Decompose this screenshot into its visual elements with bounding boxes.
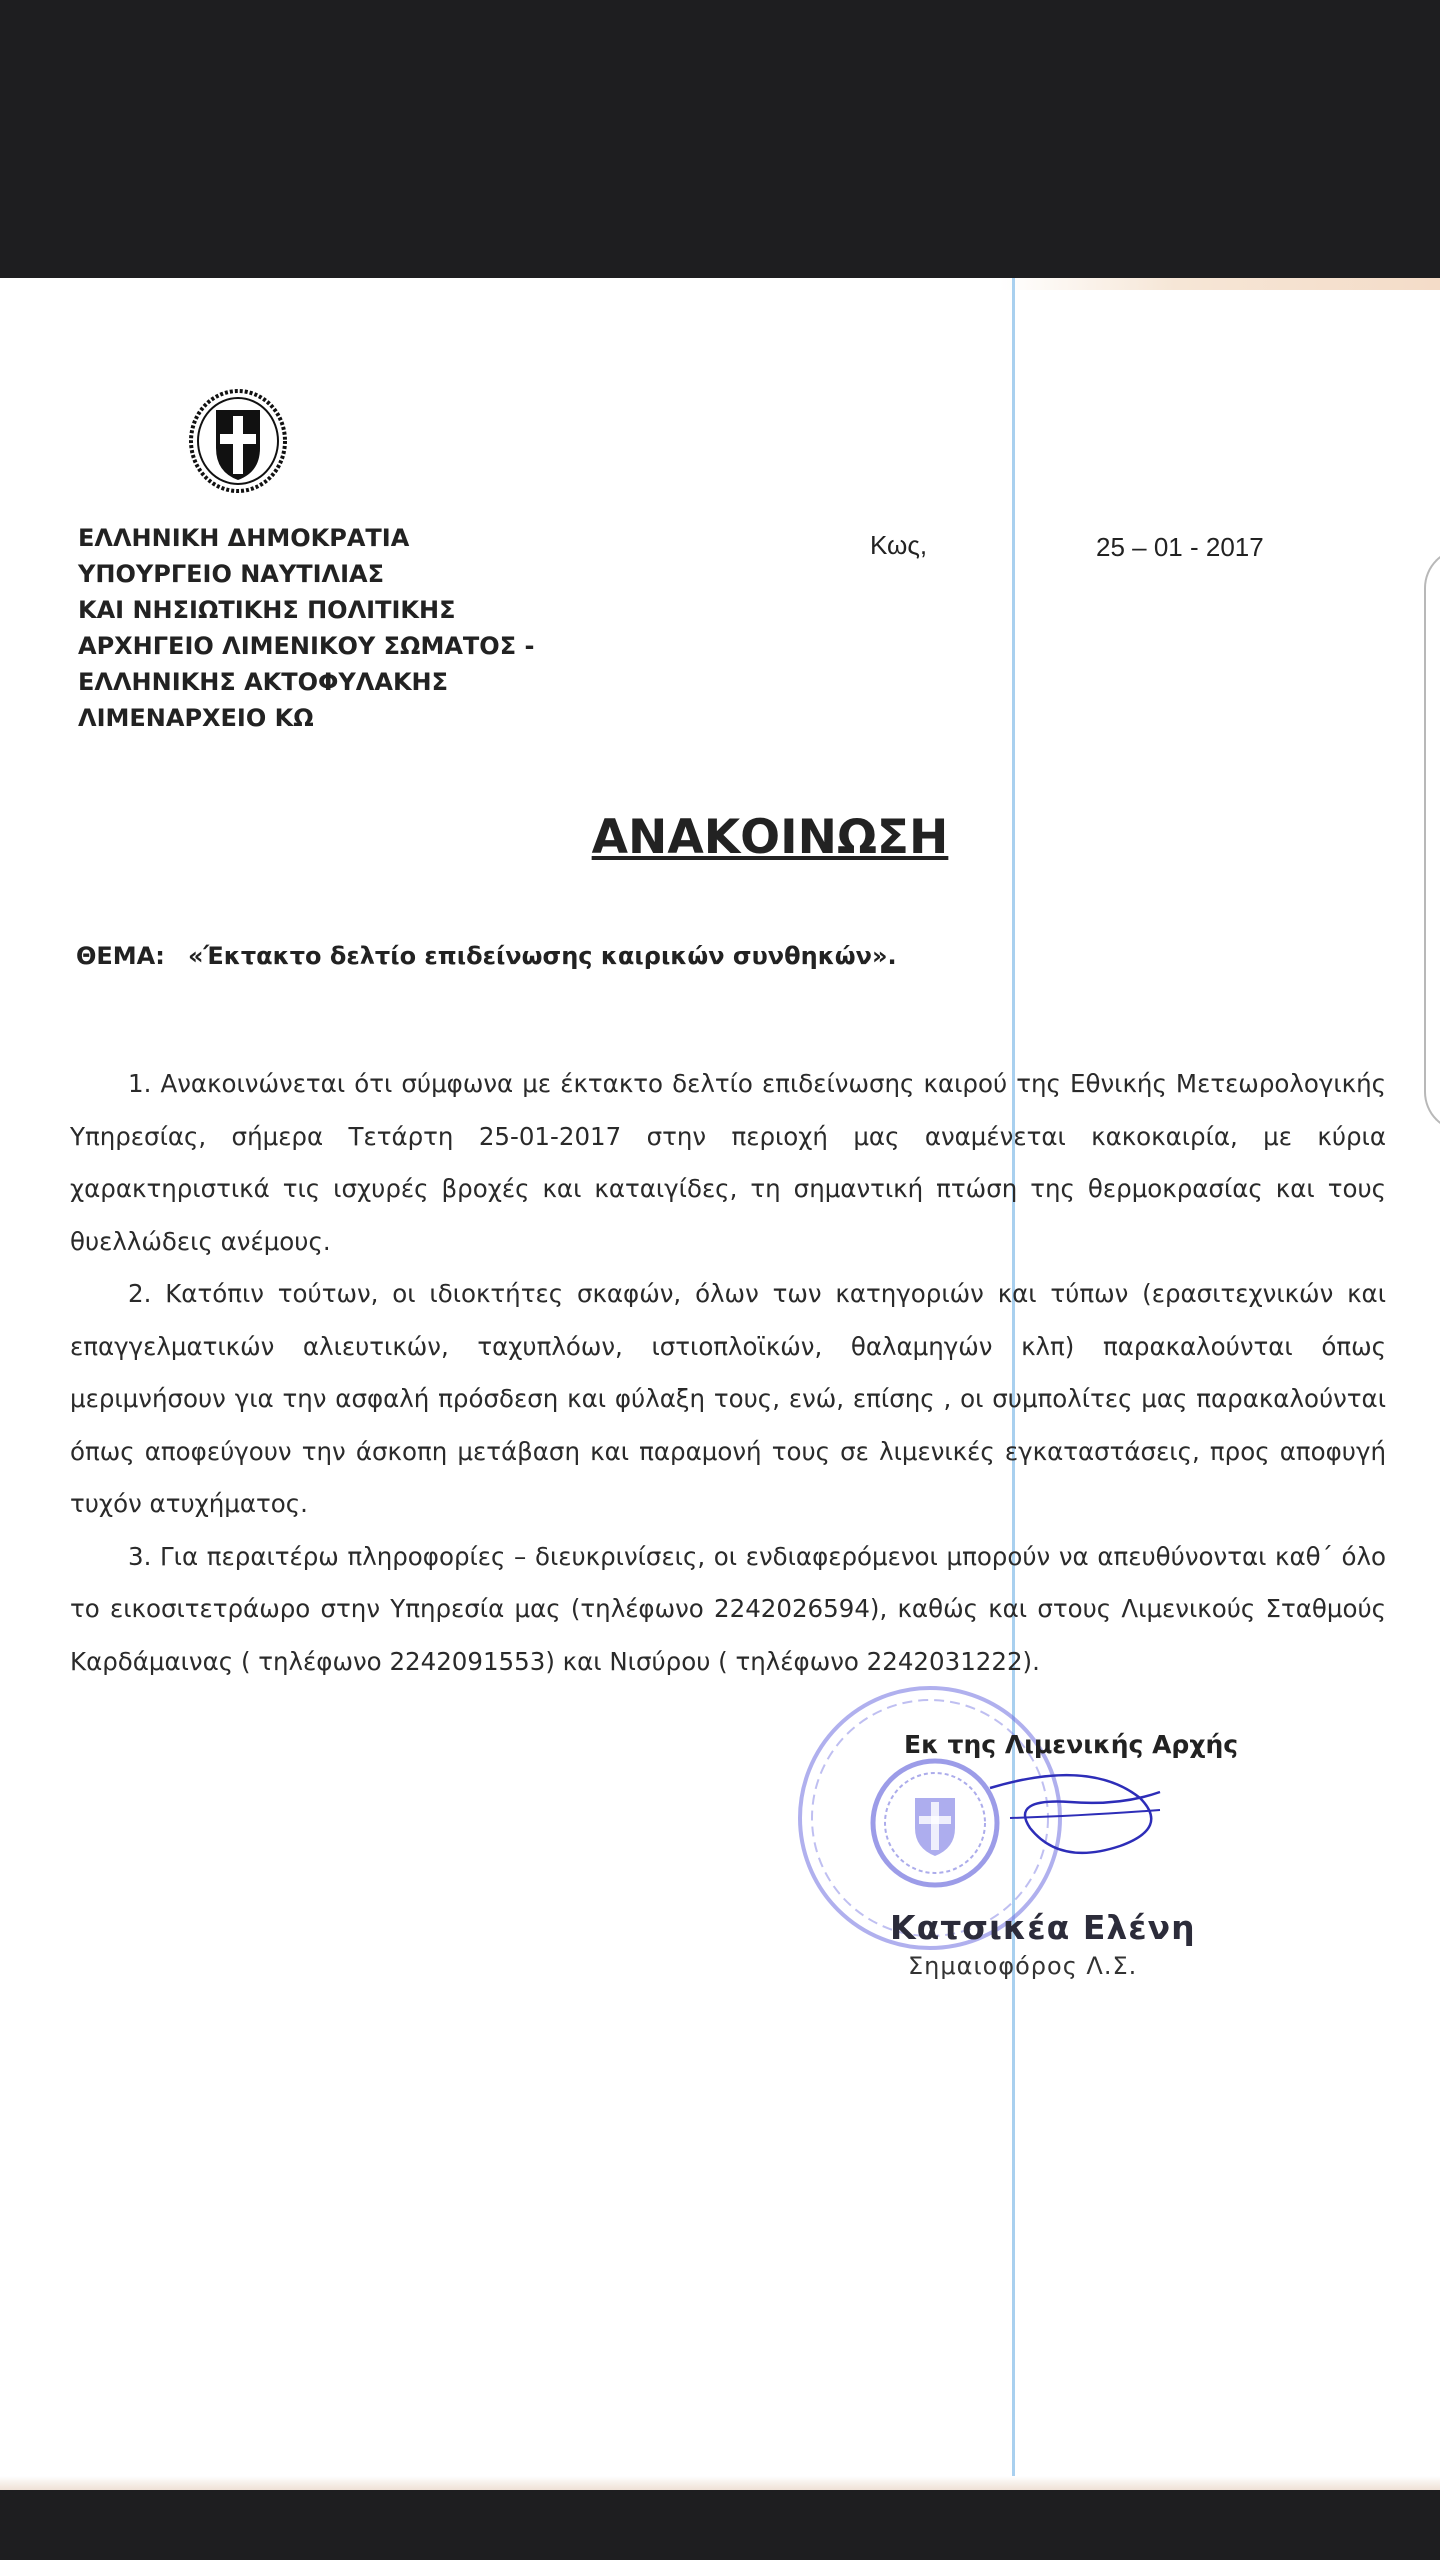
subject-label: ΘΕΜΑ: <box>76 942 165 970</box>
paper-stain <box>1000 278 1440 290</box>
org-line: ΑΡΧΗΓΕΙΟ ΛΙΜΕΝΙΚΟΥ ΣΩΜΑΤΟΣ - <box>78 632 535 660</box>
signatory-rank: Σημαιοφόρος Λ.Σ. <box>908 1952 1138 1980</box>
paper-bottom-edge <box>0 2476 1440 2490</box>
subject-line <box>76 942 897 970</box>
org-line: ΥΠΟΥΡΓΕΙΟ ΝΑΥΤΙΛΙΑΣ <box>78 560 385 588</box>
announcement-body <box>70 1058 1386 1688</box>
document-title: ΑΝΑΚΟΙΝΩΣΗ <box>591 810 949 865</box>
paragraph: 3. Για περαιτέρω πληροφορίες – διευκρινίσεις, οι ενδιαφερόμενοι μπορούν να απευθύνονται καθ΄ όλο το εικοσιτετράωρο στην Υπηρεσία μας (τηλέφωνο 2242026594), καθώς και στους Λιμενικούς Σταθμούς Καρδάμαινας ( τηλέφωνο 2242091553) και Νισύρου ( τηλέφωνο 2242031222). <box>70 1541 1386 1676</box>
document-date: 25 – 01 - 2017 <box>1096 532 1264 562</box>
place: Κως, <box>870 530 928 560</box>
signature-scribble-icon <box>970 1758 1170 1878</box>
paragraph: 1. Ανακοινώνεται ότι σύμφωνα με έκτακτο δελτίο επιδείνωσης καιρού της Εθνικής Μετεωρολογικής Υπηρεσίας, σήμερα Τετάρτη 25-01-2017 στην περιοχή μας αναμένεται κακοκαιρία, με κύρια χαρακτηριστικά τις ισχυρές βροχές και καταιγίδες, τη σημαντική πτώση της θερμοκρασίας και τους θυελλώδεις ανέμους. <box>70 1069 1386 1256</box>
greek-coat-of-arms-icon <box>188 388 288 494</box>
org-line: ΛΙΜΕΝΑΡΧΕΙΟ ΚΩ <box>78 704 314 732</box>
document-page <box>0 278 1440 2490</box>
paragraph: 2. Κατόπιν τούτων, οι ιδιοκτήτες σκαφών, όλων των κατηγοριών και τύπων (ερασιτεχνικών και επαγγελματικών αλιευτικών, ταχυπλόων, ιστιοπλοϊκών, θαλαμηγών κλπ) παρακαλούνται όπως μεριμνήσουν για την ασφαλή πρόσδεση και φύλαξη τους, ενώ, επίσης , οι συμπολίτες μας παρακαλούνται όπως αποφεύγουν την άσκοπη μετάβαση και παραμονή τους σε λιμενικές εγκαταστάσεις, προς αποφυγή τυχόν ατυχήματος. <box>70 1279 1386 1518</box>
org-line: ΕΛΛΗΝΙΚΗ ΔΗΜΟΚΡΑΤΙΑ <box>78 524 410 552</box>
subject-text: «Έκτακτο δελτίο επιδείνωσης καιρικών συνθηκών». <box>188 942 897 970</box>
org-line: ΕΛΛΗΝΙΚΗΣ ΑΚΤΟΦΥΛΑΚΗΣ <box>78 668 449 696</box>
signing-office: Εκ της Λιμενικής Αρχής <box>904 1730 1239 1759</box>
org-line: ΚΑΙ ΝΗΣΙΩΤΙΚΗΣ ΠΟΛΙΤΙΚΗΣ <box>78 596 456 624</box>
issuing-authority <box>78 520 534 736</box>
signatory-name: Κατσικέα Ελένη <box>890 1908 1196 1947</box>
